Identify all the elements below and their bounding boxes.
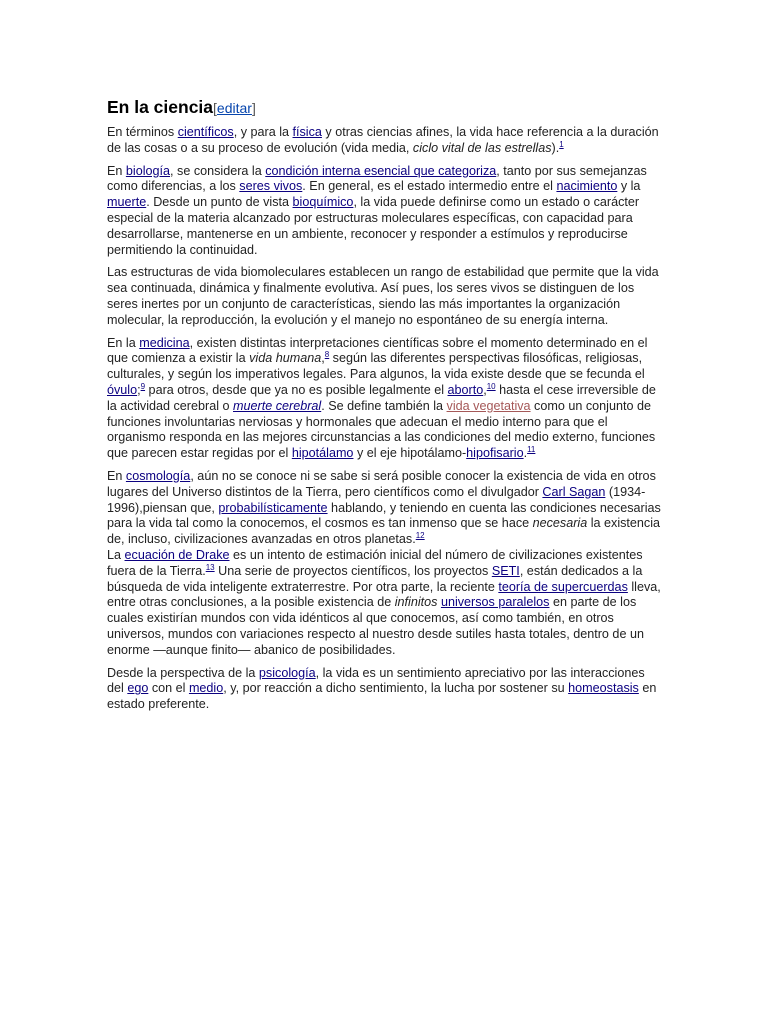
- link-seres-vivos[interactable]: seres vivos: [239, 179, 303, 194]
- link-aborto[interactable]: aborto: [447, 382, 484, 397]
- link-homeostasis[interactable]: homeostasis: [568, 681, 639, 696]
- section-title: En la ciencia: [107, 97, 214, 117]
- paragraph-biology: En biología, se considera la condición interna esencial que categoriza, tanto por sus semejanzas como diferencias, a los seres vivos. En general, es el estado intermedio entre el nacimiento y la muerte. Desde un punto de vista bioquímico, la vida puede definirse como un estado o carácter especial de la materia alcanzado por estructuras moleculares específicas, con capacidad para desarrollarse, mantenerse en un ambiente, reconocer y responder a estímulos y reproducirse permitiendo la continuidad.: [107, 163, 647, 257]
- link-universos-paralelos[interactable]: universos paralelos: [440, 595, 550, 610]
- link-cientificos[interactable]: científicos: [177, 125, 234, 139]
- italic-infinitos: infinitos: [394, 595, 438, 610]
- link-ego[interactable]: ego: [127, 681, 149, 696]
- section-heading: [107, 96, 663, 119]
- link-condicion-interna[interactable]: condición interna esencial que categoriza: [265, 163, 497, 178]
- paragraph-cosmology: En cosmología, aún no se conoce ni se sabe si será posible conocer la existencia de vida en otros lugares del Universo distintos de la Tierra, pero científicos como el divulgador Carl Sagan (1934-1996),piensan que, probabilísticamente hablando, y teniendo en cuenta las condiciones necesarias para la vida tal como la conocemos, el cosmos es tan inmenso que se hace necesaria la existencia de, incluso, civilizaciones avanzadas en otros planetas.$^{12}$ La ecuación de Drake es un intento de estimación inicial del número de civilizaciones existentes fuera de la Tierra.$^{13}$ Una serie de proyectos científicos, los proyectos SETI, están dedicados a la búsqueda de vida inteligente extraterrestre. Por otra parte, la reciente teoría de supercuerdas lleva, entre otras conclusiones, a la posible existencia de infinitos universos paralelos en parte de los cuales existirían mundos con vida idénticos al que conocemos, así como también, en otros universos, mundos con variaciones respecto al nuestro desde sutiles hasta totales, dentro de un enorme —aunque finito— abanico de posibilidades.: [107, 468, 661, 657]
- edit-link[interactable]: editar: [216, 100, 252, 116]
- paragraph-psychology: Desde la perspectiva de la psicología, la vida es un sentimiento apreciativo por las interacciones del ego con el medio, y, por reacción a dicho sentimiento, la lucha por sostener su homeostasis en estado preferente.: [107, 665, 657, 712]
- link-bioquimico[interactable]: bioquímico: [292, 195, 354, 210]
- link-vida-vegetativa[interactable]: vida vegetativa: [446, 398, 531, 413]
- paragraph-medicine: En la medicina, existen distintas interpretaciones científicas sobre el momento determinado en el que comienza a existir la vida humana,$^8$ según las diferentes perspectivas filosóficas, religiosas, culturales, y según los imperativos legales. Para algunos, la vida existe desde que se fecunda el óvulo;$^9$ para otros, desde que ya no es posible legalmente el aborto,$^{10}$ hasta el cese irreversible de la actividad cerebral o muerte cerebral. Se define también la vida vegetativa como un conjunto de funciones involuntarias nerviosas y hormonales que adecuan el medio interno para que el organismo responda en las mejores circunstancias a las condiciones del medio externo, funciones que parecen estar regidas por el hipotálamo y el eje hipotálamo-hipofisario.$^{11}$: [107, 335, 656, 461]
- ref-12[interactable]: 12: [415, 530, 425, 540]
- link-medio[interactable]: medio: [188, 681, 224, 696]
- link-fisica[interactable]: física: [292, 125, 322, 139]
- ref-9[interactable]: 9: [140, 381, 146, 391]
- ref-13[interactable]: 13: [205, 562, 215, 572]
- link-muerte-cerebral[interactable]: muerte cerebral: [233, 398, 322, 413]
- link-hipofisario[interactable]: hipofisario: [466, 446, 524, 461]
- link-ecuacion-drake[interactable]: ecuación de Drake: [124, 547, 230, 562]
- ref-1[interactable]: 1: [559, 139, 564, 149]
- edit-section: [editar]: [213, 100, 256, 116]
- link-teoria-supercuerdas[interactable]: teoría de supercuerdas: [498, 579, 628, 594]
- article-section: [107, 96, 663, 720]
- link-muerte[interactable]: muerte: [107, 195, 147, 210]
- link-biologia[interactable]: biología: [125, 163, 171, 178]
- ref-8[interactable]: 8: [324, 350, 330, 360]
- link-psicologia[interactable]: psicología: [258, 665, 316, 680]
- italic-ciclo-vital: ciclo vital de las estrellas: [412, 140, 552, 155]
- link-hipotalamo[interactable]: hipotálamo: [291, 446, 354, 461]
- italic-vida-humana: vida humana: [249, 351, 322, 366]
- paragraph-physics: En términos científicos, y para la física y otras ciencias afines, la vida hace referencia a la duración de las cosas o a su proceso de evolución (vida media, ciclo vital de las estrellas).$^1$: [107, 125, 659, 155]
- link-ovulo[interactable]: óvulo: [107, 382, 138, 397]
- paragraph-structures: Las estructuras de vida biomoleculares establecen un rango de estabilidad que permite que la vida sea continuada, dinámica y finalmente evolutiva. Así pues, los seres vivos se distinguen de los seres inertes por un conjunto de características, siendo las más importantes la organización molecular, la reproducción, la evolución y el manejo no espontáneo de su energía interna.: [107, 265, 659, 327]
- link-nacimiento[interactable]: nacimiento: [556, 179, 618, 194]
- link-seti[interactable]: SETI: [491, 563, 520, 578]
- link-carl-sagan[interactable]: Carl Sagan: [542, 484, 606, 499]
- ref-11[interactable]: 11: [527, 444, 536, 454]
- italic-necesaria: necesaria: [532, 516, 588, 531]
- link-cosmologia[interactable]: cosmología: [125, 468, 191, 483]
- link-probabilisticamente[interactable]: probabilísticamente: [218, 500, 328, 515]
- ref-10[interactable]: 10: [486, 381, 496, 391]
- link-medicina[interactable]: medicina: [139, 335, 190, 350]
